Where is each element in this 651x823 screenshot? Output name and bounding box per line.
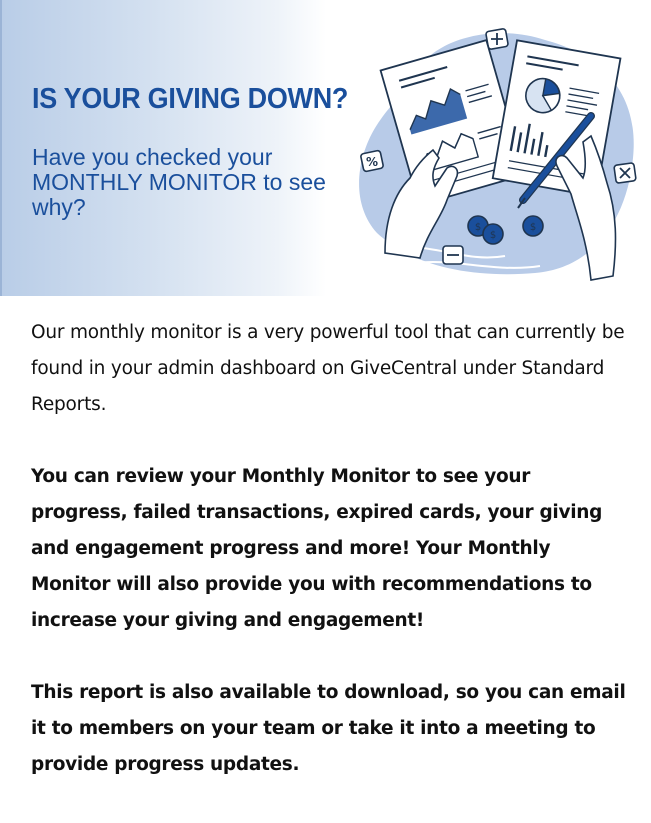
percent-icon (360, 150, 383, 172)
paragraph-review: You can review your Monthly Monitor to see your progress, failed transactions, expired cards, your giving and engagement progress and more! Your Monthly Monitor will also provide you with recommendations to increase your giving and engagement! (31, 466, 603, 631)
subheadline: Have you checked your MONTHLY MONITOR to see why? (32, 144, 326, 220)
body-content (31, 315, 631, 819)
times-icon (614, 163, 636, 184)
paragraph-intro: Our monthly monitor is a very powerful tool that can currently be found in your admin dashboard on GiveCentral under Standard Reports. (31, 322, 625, 415)
headline: IS YOUR GIVING DOWN? (32, 83, 349, 115)
paragraph-download: This report is also available to download, so you can email it to members on your team or take it into a meeting to provide progress updates. (31, 682, 626, 775)
report-review-illustration (355, 18, 645, 283)
svg-text:$: $ (529, 222, 537, 233)
svg-text:%: % (365, 155, 379, 169)
minus-icon (443, 246, 463, 264)
hero-banner (0, 0, 651, 296)
svg-text:$: $ (474, 222, 482, 233)
svg-text:$: $ (489, 230, 497, 241)
